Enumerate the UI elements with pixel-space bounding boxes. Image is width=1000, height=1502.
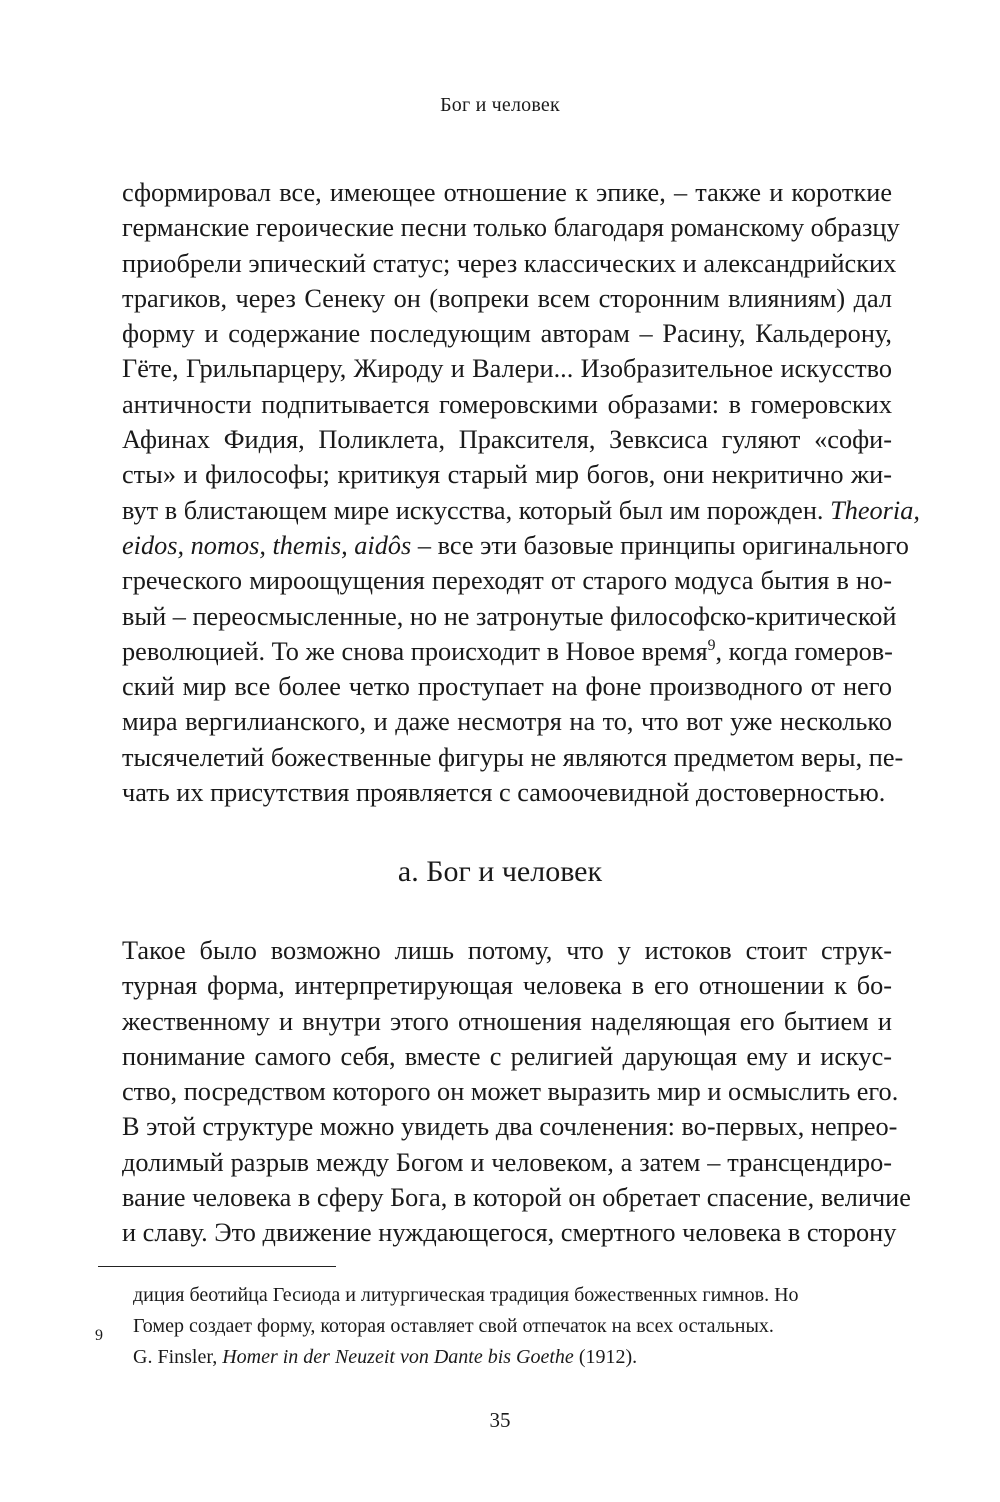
footnote-year: (1912). [573,1346,638,1368]
footnote-title: Homer in der Neuzeit von Dante bis Goethe [222,1346,574,1368]
text-line [122,634,892,669]
footnote-rule [98,1266,336,1267]
footnote-9 [133,1342,893,1373]
footnote-author: G. Finsler, [133,1346,223,1368]
italic-terms: eidos, nomos, themis, aidôs [122,530,412,560]
footnote-ref-9[interactable]: 9 [707,637,716,655]
text-line: чать их присутствия проявляется с самоочевидной достоверностью. [122,778,886,808]
footnote-continued-line: Гомер создает форму, которая оставляет свой отпечаток на всех остальных. [133,1315,774,1337]
text-line: форму и содержание последующим авторам – Расину, Кальдерону, [122,319,892,349]
text-line: ство, посредством которого он может выразить мир и осмыслить его. [122,1077,899,1107]
text-line: германские героические песни только благодаря романскому образцу [122,213,900,243]
text-line: трагиков, через Сенеку он (вопреки всем сторонним влияниям) дал [122,283,892,313]
text-segment: – все эти базовые принципы оригинального [411,530,909,560]
text-line: греческого мироощущения переходят от старого модуса бытия в но- [122,566,892,596]
text-line: В этой структуре можно увидеть два сочленения: во-первых, непрео- [122,1112,898,1142]
text-line [122,528,909,563]
text-line: понимание самого себя, вместе с религией дарующая ему и искус- [122,1041,892,1071]
text-line: Такое было возможно лишь потому, что у истоков стоит струк- [122,936,892,965]
running-head: Бог и человек [440,94,560,116]
text-line: турная форма, интерпретирующая человека в его отношении к бо- [122,971,892,1001]
text-line: вый – переосмысленные, но не затронутые философско-критической [122,601,897,631]
paragraph-continued [122,175,920,810]
page-number: 35 [489,1408,511,1432]
footnote-continued-line: диция беотийца Гесиода и литургическая традиция божественных гимнов. Но [133,1284,799,1306]
text-line: Гёте, Грильпарцеру, Жироду и Валери... Изобразительное искусство [122,354,892,384]
text-line: сформировал все, имеющее отношение к эпике, – также и короткие [122,178,892,207]
footnote-number-9: 9 [95,1327,103,1344]
italic-term: Theoria, [830,495,920,525]
text-line: Афинах Фидия, Поликлета, Праксителя, Зевксиса гуляют «софи- [122,425,892,455]
section-heading: а. Бог и человек [397,855,603,888]
text-line: вание человека в сферу Бога, в которой он обретает спасение, величие [122,1183,911,1213]
text-line [122,493,920,528]
text-line: сты» и философы; критикуя старый мир богов, они некритично жи- [122,460,892,490]
text-line: тысячелетий божественные фигуры не являются предметом веры, пе- [122,742,904,772]
paragraph-section-a [122,933,911,1251]
text-line: приобрели эпический статус; через классических и александрийских [122,248,897,278]
text-line: ский мир все более четко проступает на фоне производного от него [122,672,892,702]
text-line: мира вергилианского, и даже несмотря на то, что вот уже несколько [122,707,892,737]
footnotes [133,1280,893,1373]
text-segment: , когда гомеров- [715,636,893,666]
text-line: долимый разрыв между Богом и человеком, а затем – трансцендиро- [122,1147,892,1177]
text-line: античности подпитывается гомеровскими образами: в гомеровских [122,389,892,419]
text-segment: революцией. То же снова происходит в Новое время [122,636,708,666]
text-line: и славу. Это движение нуждающегося, смертного человека в сторону [122,1218,897,1248]
text-line: жественному и внутри этого отношения наделяющая его бытием и [122,1006,892,1036]
text-segment: вут в блистающем мире искусства, который был им порожден. [122,495,824,525]
